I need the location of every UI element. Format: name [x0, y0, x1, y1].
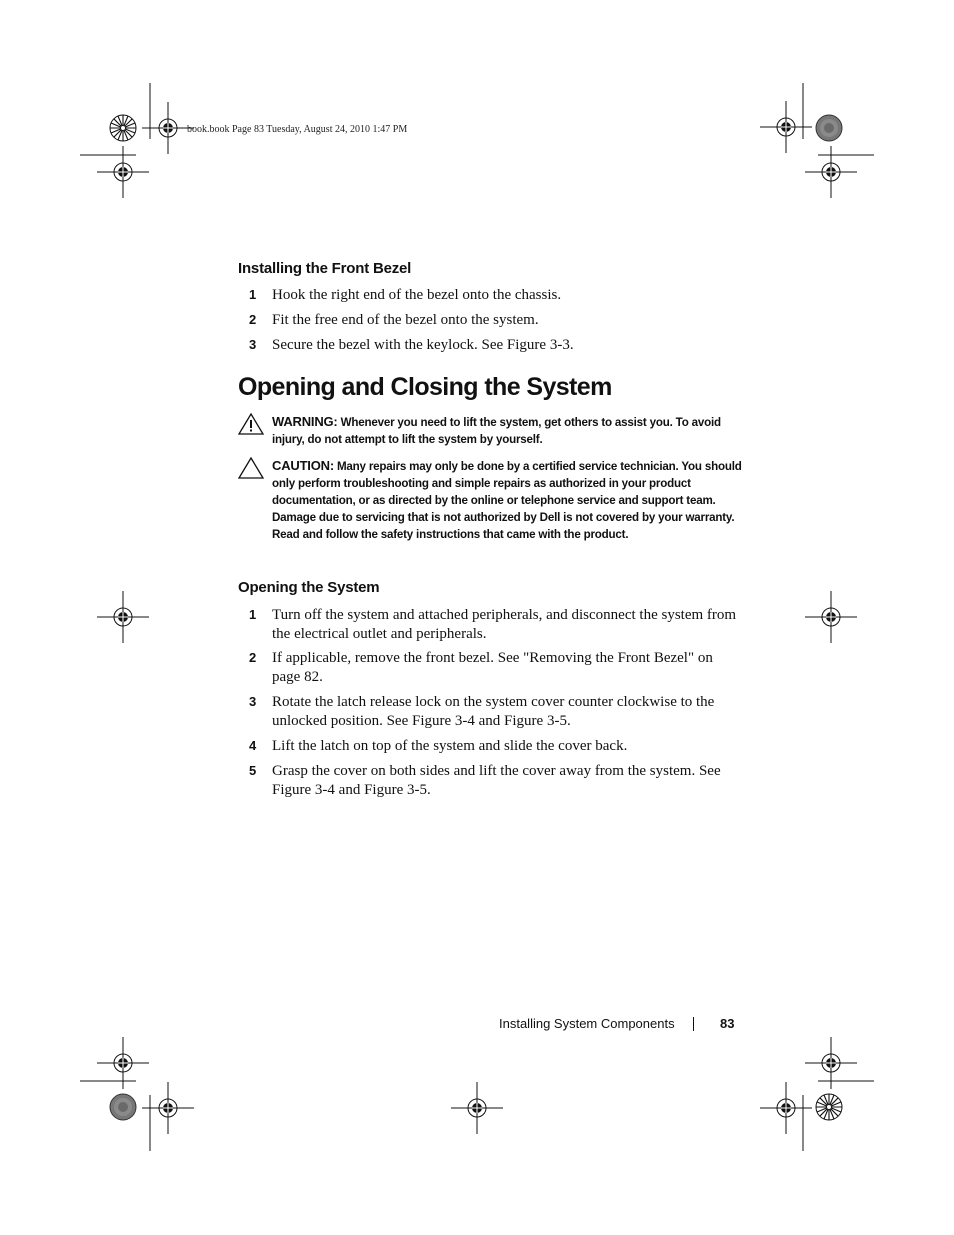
footer-chapter-title: Installing System Components	[499, 1016, 675, 1031]
page-number: 83	[720, 1016, 735, 1031]
step-number: 1	[249, 287, 257, 302]
step-text: Fit the free end of the bezel onto the system.	[272, 312, 539, 328]
caution-text: Many repairs may only be done by a certified service technician. You should only perform troubleshooting and simple repairs as authorized in your product documentation, or as directed by the online or telephone service and support team. Damage due to servicing that is not authorized by Dell is not covered by your warranty. Read and follow the safety instructions that came with the product.	[272, 460, 742, 541]
section-heading-installing-front-bezel: Installing the Front Bezel	[238, 260, 412, 277]
caution-body	[272, 457, 742, 543]
warning-text: Whenever you need to lift the system, get others to assist you. To avoid injury, do not attempt to lift the system by yourself.	[272, 416, 721, 446]
step-text: Rotate the latch release lock on the system cover counter clockwise to the unlocked position. See Figure 3-4 and Figure 3-5.	[272, 694, 715, 729]
step-number: 3	[249, 337, 257, 352]
registration-mark-middle-right	[805, 591, 857, 643]
step-number: 2	[249, 650, 257, 665]
caution-triangle-icon	[238, 457, 264, 479]
chapter-heading-opening-closing-system: Opening and Closing the System	[238, 373, 612, 401]
warning-body	[272, 413, 742, 448]
caution-label: CAUTION:	[272, 458, 334, 473]
registration-mark-top-left-lower	[97, 146, 149, 198]
starburst-mark-bottom-right	[816, 1094, 842, 1120]
gray-disc-mark-top-right	[816, 115, 842, 141]
warning-label: WARNING:	[272, 414, 338, 429]
step-text: Lift the latch on top of the system and slide the cover back.	[272, 738, 628, 754]
step-text: Turn off the system and attached peripherals, and disconnect the system from the electrical outlet and peripherals.	[272, 607, 737, 642]
step-text: Hook the right end of the bezel onto the chassis.	[272, 287, 562, 303]
step-number: 3	[249, 694, 257, 709]
step-text: If applicable, remove the front bezel. See "Removing the Front Bezel" on page 82.	[272, 650, 713, 685]
registration-mark-bottom-center	[451, 1082, 503, 1134]
registration-mark-bottom-right	[760, 1082, 812, 1134]
section-heading-opening-system: Opening the System	[238, 579, 380, 596]
registration-mark-top-right-lower	[805, 146, 857, 198]
warning-triangle-icon	[238, 413, 264, 435]
registration-mark-middle-left	[97, 591, 149, 643]
step-text: Grasp the cover on both sides and lift the cover away from the system. See Figure 3-4 and Figure 3-5.	[272, 763, 721, 798]
footer-separator	[693, 1017, 694, 1031]
step-number: 2	[249, 312, 257, 327]
print-slug-line: book.book Page 83 Tuesday, August 24, 2010 1:47 PM	[187, 124, 408, 135]
gray-disc-mark-bottom-left	[110, 1094, 136, 1120]
starburst-mark-top-left	[110, 115, 136, 141]
step-text: Secure the bezel with the keylock. See Figure 3-3.	[272, 337, 574, 353]
caution-notice	[238, 457, 742, 561]
step-number: 1	[249, 607, 257, 622]
warning-notice	[238, 413, 738, 449]
step-number: 5	[249, 763, 257, 778]
step-number: 4	[249, 738, 257, 753]
registration-mark-top-right	[760, 101, 812, 153]
